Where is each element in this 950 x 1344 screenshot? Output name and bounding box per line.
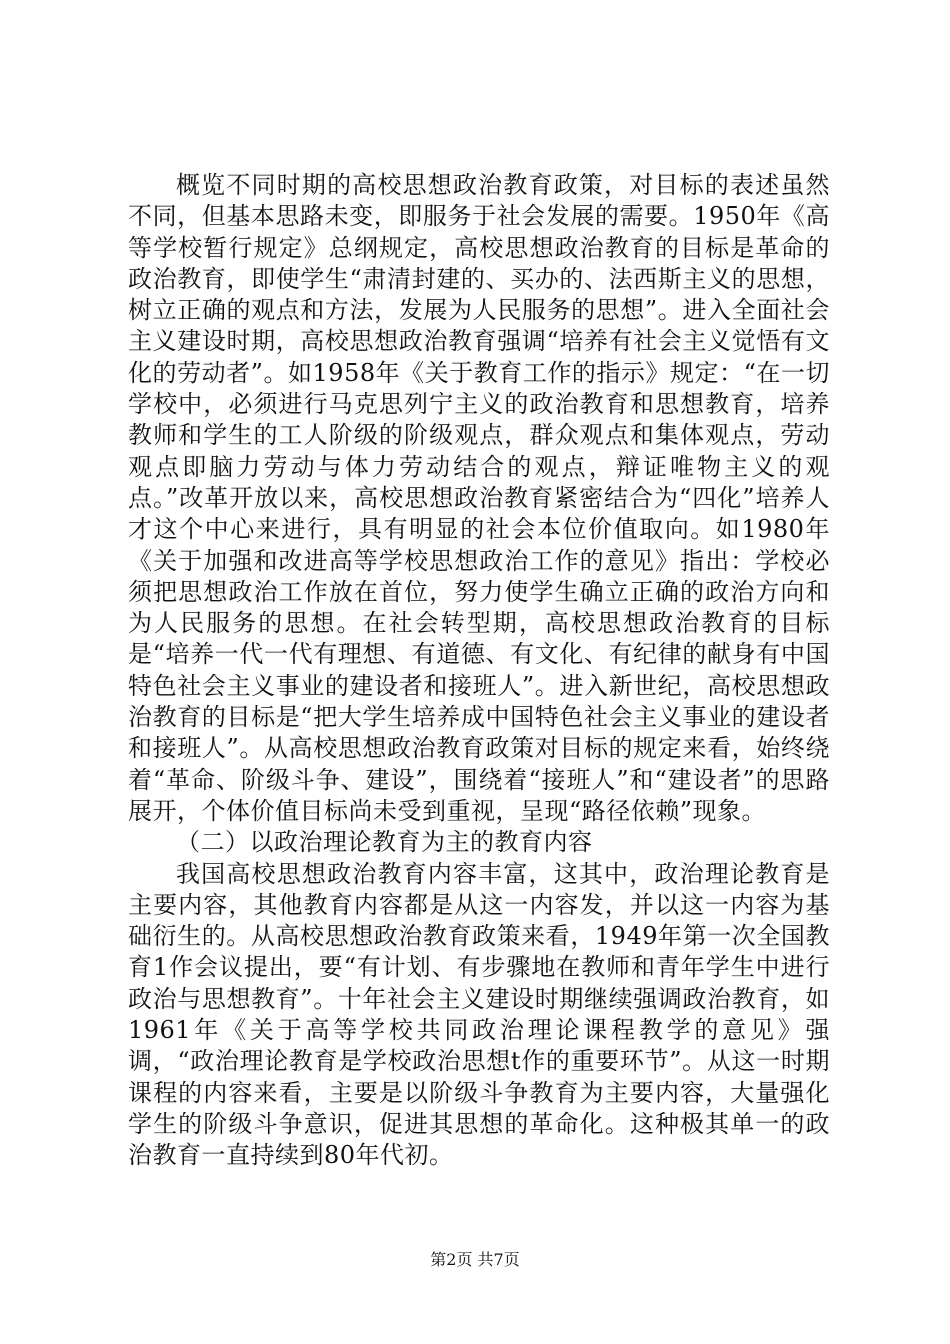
paragraph-policy-goals: 概览不同时期的高校思想政治教育政策，对目标的表述虽然不同，但基本思路未变，即服务于社会发展的需要。1950年《高等学校暂行规定》总纲规定，高校思想政治教育的目标是革命的政治教育，即使学生“肃清封建的、买办的、法西斯主义的思想，树立正确的观点和方法，发展为人民服务的思想”。进入全面社会主义建设时期，高校思想政治教育强调“培养有社会主义觉悟有文化的劳动者”。如1958年《关于教育工作的指示》规定：“在一切学校中，必须进行马克思列宁主义的政治教育和思想教育，培养教师和学生的工人阶级的阶级观点，群众观点和集体观点，劳动观点即脑力劳动与体力劳动结合的观点，辩证唯物主义的观点。”改革开放以来，高校思想政治教育紧密结合为“四化”培养人才这个中心来进行，具有明显的社会本位价值取向。如1980年《关于加强和改进高等学校思想政治工作的意见》指出：学校必须把思想政治工作放在首位，努力使学生确立正确的政治方向和为人民服务的思想。在社会转型期，高校思想政治教育的目标是“培养一代一代有理想、有道德、有文化、有纪律的献身有中国特色社会主义事业的建设者和接班人”。进入新世纪，高校思想政治教育的目标是“把大学生培养成中国特色社会主义事业的建设者和接班人”。从高校思想政治教育政策对目标的规定来看，始终绕着“革命、阶级斗争、建设”，围绕着“接班人”和“建设者”的思路展开，个体价值目标尚未受到重视，呈现“路径依赖”现象。	[128, 171, 830, 825]
page-footer: 第2页 共7页	[430, 1250, 520, 1269]
section-heading-political-theory: （二）以政治理论教育为主的教育内容	[176, 828, 593, 857]
paragraph-education-content: 我国高校思想政治教育内容丰富，这其中，政治理论教育是主要内容，其他教育内容都是从这一内容发，并以这一内容为基础衍生的。从高校思想政治教育政策来看，1949年第一次全国教育1作会议提出，要“有计划、有步骤地在教师和青年学生中进行政治与思想教育”。十年社会主义建设时期继续强调政治教育，如1961年《关于高等学校共同政治理论课程教学的意见》强调，“政治理论教育是学校政治思想t作的重要环节”。从这一时期课程的内容来看，主要是以阶级斗争教育为主要内容，大量强化学生的阶级斗争意识，促进其思想的革命化。这种极其单一的政治教育一直持续到80年代初。	[128, 859, 830, 1170]
document-body	[128, 170, 830, 1172]
